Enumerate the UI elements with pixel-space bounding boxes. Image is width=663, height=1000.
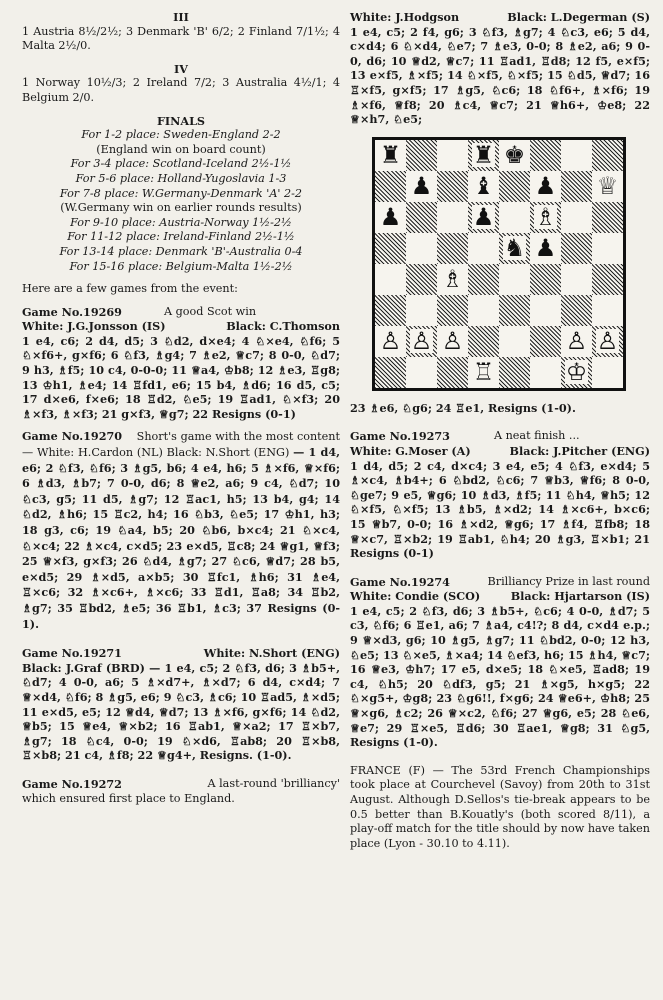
game-moves: 1 d4, d5; 2 c4, d×c4; 3 e4, e5; 4 ♘f3, e×d4; 5 ♗×c4, ♗b4+; 6 ♘bd2, ♘c6; 7 ♕b3, ♕f6; 8 0-0, ♘ge7; 9 e5, ♕g6; 10 ♗d3, ♗f5; 11 ♘h4, ♕h5; 12 ♘×f5, ♘×f5; 13 ♗b5, ♗×d2; 14 ♗×c6+, b×c6; 15 ♕b7, 0-0; 16 ♗×d2, ♕g6; 17 ♗f4, ♖fb8; 18 ♕×c7, ♖×b2; 19 ♖ab1, ♘h4; 20 ♗g3, ♖×b1; 21 Resigns (0-1) (350, 458, 650, 561)
white-player: White: G.Moser (A) (350, 443, 471, 458)
chess-piece-icon: ♜ (379, 141, 402, 170)
board-square (437, 295, 468, 326)
finals-line: For 1-2 place: Sweden-England 2-2 (81, 128, 281, 142)
game-title: A neat finish ... (493, 429, 580, 443)
chess-piece-icon: ♟ (379, 203, 402, 232)
board-square (375, 140, 406, 171)
group-iii-results: 1 Austria 8½/2½; 3 Denmark 'B' 6/2; 2 Finland 7/1½; 4 Malta 2½/0. (22, 24, 340, 53)
game-19269 (22, 305, 340, 422)
chess-piece-icon: ♙ (410, 327, 433, 356)
board-square (561, 295, 592, 326)
game-number: Game No.19274 (350, 574, 450, 589)
black-player: Black: J.Pitcher (ENG) (509, 443, 650, 458)
chess-piece-icon: ♖ (472, 358, 495, 387)
group-iv-heading: IV (174, 61, 188, 76)
board-square (406, 202, 437, 233)
game-19271 (22, 646, 340, 763)
board-square (592, 202, 623, 233)
game-moves: 1 e4, c5; 2 ♘f3, d6; 3 ♗b5+, ♘c6; 4 0-0, ♗d7; 5 c3, ♘f6; 6 ♖e1, a6; 7 ♗a4, c4!?; 8 d4, c×d4 e.p.; 9 ♕×d3, g6; 10 ♗g5, ♗g7; 11 ♘bd2, 0-0; 12 h3, ♘e5; 13 ♘×e5, ♗×a4; 14 ♘ef3, h6; 15 ♗h4, ♕c7; 16 ♕e3, ♔h7; 17 e5, d×e5; 18 ♘×e5, ♖ad8; 19 c4, ♘h5; 20 ♘df3, g5; 21 ♗×g5, h×g5; 22 ♘×g5+, ♔g8; 23 ♘g6!!, f×g6; 24 ♕e6+, ♔h8; 25 ♕×g6, ♗c2; 26 ♕×c2, ♘f6; 27 ♕g6, e5; 28 ♘e6, ♕e7; 29 ♖×e5, ♖d6; 30 ♖ae1, ♕g8; 31 ♘g5, Resigns (1-0). (350, 603, 650, 750)
board-square (468, 171, 499, 202)
board-square (499, 357, 530, 388)
finals-list (22, 128, 340, 274)
board-square (592, 171, 623, 202)
chess-piece-icon: ♞ (503, 234, 526, 263)
game-description: which ensured first place to England. (22, 791, 235, 805)
chess-piece-icon: ♙ (441, 327, 464, 356)
chess-piece-icon: ♗ (534, 203, 557, 232)
chess-piece-icon: ♗ (441, 265, 464, 294)
finals-line: For 11-12 place: Ireland-Finland 2½-1½ (67, 230, 295, 244)
game-title: A good Scot win (163, 304, 257, 318)
board-square (530, 202, 561, 233)
left-column (22, 10, 340, 806)
finals-line: For 13-14 place: Denmark 'B'-Australia 0-4 (59, 244, 303, 258)
game-19273 (350, 429, 650, 560)
board-square (530, 326, 561, 357)
white-player: White: J.Hodgson (350, 10, 460, 24)
game-19272-end: 23 ♗e6, ♘g6; 24 ♖e1, Resigns (1-0). (350, 400, 576, 415)
board-square (406, 264, 437, 295)
board-square (375, 357, 406, 388)
white-player: White: Condie (SCO) (350, 589, 481, 604)
board-square (406, 357, 437, 388)
game-title: Brilliancy Prize in last round (487, 574, 650, 588)
chess-piece-icon: ♝ (472, 172, 495, 201)
game-moves: 1 e4, c6; 2 d4, d5; 3 ♘d2, d×e4; 4 ♘×e4, ♘f6; 5 ♘×f6+, g×f6; 6 ♘f3, ♗g4; 7 ♗e2, ♕c7; 8 0-0, ♘d7; 9 h3, ♗f5; 10 c4, 0-0-0; 11 ♕a4, ♔b8; 12 ♗e3, ♖g8; 13 ♔h1, ♗e4; 14 ♖fd1, e6; 15 b4, ♗d6; 16 d5, c5; 17 d×e6, f×e6; 18 ♖d2, ♘e5; 19 ♖ad1, ♘×f3; 20 ♗×f3, ♗×f3; 21 g×f3, ♕g7; 22 Resigns (0-1) (22, 333, 340, 421)
board-square (375, 233, 406, 264)
board-square (592, 264, 623, 295)
chess-piece-icon: ♟ (410, 172, 433, 201)
chess-piece-icon: ♙ (596, 327, 619, 356)
white-player: White: N.Short (ENG) (203, 646, 340, 661)
board-square (437, 326, 468, 357)
chess-piece-icon: ♚ (503, 141, 526, 170)
right-column (350, 10, 650, 851)
board-square (530, 357, 561, 388)
board-square (437, 233, 468, 264)
game-number: Game No.19270 (22, 429, 123, 444)
finals-line: (England win on board count) (96, 142, 266, 156)
board-square (437, 202, 468, 233)
board-square (592, 326, 623, 357)
board-square (561, 171, 592, 202)
chess-piece-icon: ♜ (472, 141, 495, 170)
game-19272-moves: 1 e4, c5; 2 f4, g6; 3 ♘f3, ♗g7; 4 ♘c3, e6; 5 d4, c×d4; 6 ♘×d4, ♘e7; 7 ♗e3, 0-0; 8 ♗e2, a6; 9 0-0, d6; 10 ♕d2, ♕c7; 11 ♖ad1, ♖d8; 12 f5, e×f5; 13 e×f5, ♗×f5; 14 ♘×f5, ♘×f5; 15 ♘d5, ♕d7; 16 ♖×f5, g×f5; 17 ♗g5, ♘c6; 18 ♘f6+, ♗×f6; 19 ♗×f6, ♕f8; 20 ♗c4, ♕c7; 21 ♕h6+, ♔e8; 22 ♕×h7, ♘e5; (350, 24, 650, 127)
board-square (561, 202, 592, 233)
game-number: Game No.19272 (22, 776, 122, 791)
board-square (499, 264, 530, 295)
games-intro: Here are a few games from the event: (22, 282, 238, 296)
finals-line: For 9-10 place: Austria-Norway 1½-2½ (70, 215, 292, 229)
chess-piece-icon: ♟ (534, 172, 557, 201)
board-square (406, 140, 437, 171)
board-square (499, 140, 530, 171)
board-square (375, 326, 406, 357)
board-square (561, 264, 592, 295)
game-number: Game No.19271 (22, 646, 122, 661)
chess-diagram (372, 137, 626, 391)
chess-piece-icon: ♟ (472, 203, 495, 232)
game-title: Short's game with the most content — White: H.Cardon (NL) Black: N.Short (ENG) (22, 430, 340, 460)
chess-piece-icon: ♙ (565, 327, 588, 356)
finals-line: (W.Germany win on earlier rounds results) (60, 201, 302, 215)
game-number: Game No.19269 (22, 304, 122, 319)
finals-line: For 7-8 place: W.Germany-Denmark 'A' 2-2 (59, 186, 303, 200)
board-square (468, 326, 499, 357)
board-square (561, 326, 592, 357)
board-square (468, 264, 499, 295)
finals-line: For 15-16 place: Belgium-Malta 1½-2½ (69, 259, 293, 273)
board-square (499, 326, 530, 357)
group-iii-heading: III (173, 10, 189, 24)
board-square (406, 171, 437, 202)
board-square (592, 140, 623, 171)
board-square (530, 171, 561, 202)
game-19274 (350, 575, 650, 750)
game-moves: Black: J.Graf (BRD) — 1 e4, c5; 2 ♘f3, d6; 3 ♗b5+, ♘d7; 4 0-0, a6; 5 ♗×d7+, ♗×d7; 6 d4, c×d4; 7 ♕×d4, ♘f6; 8 ♗g5, e6; 9 ♘c3, ♗c6; 10 ♖ad5, ♗×d5; 11 e×d5, e5; 12 ♕d4, ♕d7; 13 ♗×f6, g×f6; 14 ♘d2, ♕b5; 15 ♕e4, ♕×b2; 16 ♖ab1, ♕×a2; 17 ♖×b7, ♗g7; 18 ♘c4, 0-0; 19 ♘×d6, ♖ab8; 20 ♖×b8, ♖×b8; 21 c4, ♗f8; 22 ♕g4+, Resigns. (1-0). (22, 660, 340, 763)
board-square (530, 264, 561, 295)
game-number: Game No.19273 (350, 429, 450, 444)
board-square (499, 202, 530, 233)
black-player: Black: C.Thomson (226, 319, 340, 334)
group-iv-results: 1 Norway 10½/3; 2 Ireland 7/2; 3 Australia 4½/1; 4 Belgium 2/0. (22, 76, 340, 104)
chess-piece-icon: ♟ (534, 234, 557, 263)
board-square (530, 140, 561, 171)
board-square (406, 233, 437, 264)
board-square (375, 202, 406, 233)
board-square (375, 171, 406, 202)
board-square (561, 357, 592, 388)
chess-piece-icon: ♙ (379, 327, 402, 356)
board-square (406, 326, 437, 357)
board-square (437, 357, 468, 388)
board-square (375, 264, 406, 295)
finals-heading: FINALS (156, 113, 206, 128)
black-player: Black: L.Degerman (S) (507, 10, 650, 24)
finals-line: For 5-6 place: Holland-Yugoslavia 1-3 (75, 171, 287, 185)
game-19270 (22, 429, 340, 632)
board-square (592, 233, 623, 264)
board-square (592, 357, 623, 388)
board-square (468, 357, 499, 388)
finals-line: For 3-4 place: Scotland-Iceland 2½-1½ (70, 157, 292, 171)
board-square (530, 233, 561, 264)
game-title: A last-round 'brilliancy' (207, 776, 340, 790)
board-square (375, 295, 406, 326)
board-square (468, 295, 499, 326)
board-square (406, 295, 437, 326)
game-19272-intro (22, 777, 340, 806)
board-square (437, 140, 468, 171)
board-square (468, 202, 499, 233)
white-player: White: J.G.Jonsson (IS) (22, 319, 166, 334)
board-square (561, 233, 592, 264)
board-square (468, 233, 499, 264)
france-report: FRANCE (F) — The 53rd French Championships took place at Courchevel (Savoy) from 20th to 31st August. Although D.Sellos's tie-break appears to be 0.5 better than B.Kouatly's (both scored 8/11), a play-off match for the title should by now have taken place (Lyon - 30.10 to 4.11). (350, 763, 650, 850)
black-player: Black: Hjartarson (IS) (510, 589, 650, 604)
board-square (499, 171, 530, 202)
board-square (437, 264, 468, 295)
board-square (530, 295, 561, 326)
board-square (592, 295, 623, 326)
board-square (437, 171, 468, 202)
chess-piece-icon: ♔ (565, 358, 588, 387)
board-square (561, 140, 592, 171)
board-square (499, 295, 530, 326)
board-square (499, 233, 530, 264)
game-moves: — 1 d4, e6; 2 ♘f3, ♘f6; 3 ♗g5, b6; 4 e4, h6; 5 ♗×f6, ♕×f6; 6 ♗d3, ♗b7; 7 0-0, d6; 8 ♕e2, a6; 9 c4, ♘d7; 10 ♘c3, g5; 11 d5, ♗g7; 12 ♖ac1, h5; 13 b4, g4; 14 ♘d2, ♗h6; 15 ♖c2, h4; 16 ♘b3, ♘e5; 17 ♔h1, h3; 18 g3, c6; 19 ♘a4, b5; 20 ♘b6, b×c4; 21 ♘×c4, ♘×c4; 22 ♗×c4, c×d5; 23 e×d5, ♖c8; 24 ♕g1, ♕f3; 25 ♕×f3, g×f3; 26 ♘d4, ♗g7; 27 ♘c6, ♕d7; 28 b5, e×d5; 29 ♗×d5, a×b5; 30 ♖fc1, ♗h6; 31 ♗e4, ♖×c6; 32 ♗×c6+, ♗×c6; 33 ♖d1, ♖a8; 34 ♖b2, ♗g7; 35 ♖bd2, ♗e5; 36 ♖b1, ♗c3; 37 Resigns (0-1). (22, 445, 341, 631)
board-square (468, 140, 499, 171)
chess-piece-icon: ♕ (596, 172, 619, 201)
